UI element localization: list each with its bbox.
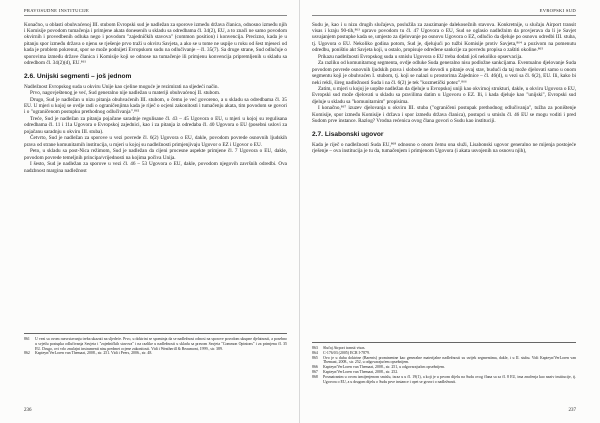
running-head-title: PRAVOSUDNE INSTITUCIJE bbox=[24, 8, 90, 13]
footnote-number: 866 bbox=[312, 365, 318, 370]
running-head-title: EVROPSKI SUD bbox=[539, 8, 576, 13]
footnote-number: 864 bbox=[312, 350, 318, 355]
footnote bbox=[24, 337, 287, 351]
footnote-number: 862 bbox=[24, 351, 30, 356]
paragraph: I šesto, Sud je nadležan za sporove u vezi čl. 46 – 53 Ugovora o EU, dakle, povodom njegovih završnih odredbi. Ova nadzbnost margina nadležnost bbox=[24, 161, 287, 174]
footnote bbox=[312, 356, 576, 366]
footnotes bbox=[312, 342, 576, 384]
paragraph: Prikazu nadležnosti Evropskog suda u smislu Ugovora o EU treba dodati još nekoliko opservacija. bbox=[318, 53, 523, 60]
footnote-text: Kapteyn/VerLoren van Themaat, 2008., str. 252. bbox=[323, 369, 399, 374]
footnote-number: 868 bbox=[312, 374, 318, 379]
paragraph: I konačno,⁸⁶⁷ izuzev djelovanja u okviru III. stuba ("ograničeni postupak prethodnog odlučivanja", tužba za poništenje Komisije, spor između Komisije i država i spor između država članica), postupci u smislu čl. 46 EU se mogu voditi i pred Sudom prve instance. Razlog? Vrodna rećenica ovog člana govori o Sudu kao instituciji. bbox=[312, 105, 576, 125]
footnote-text: Posmatranim u ovom izmijenjenom smislu, izraz u u čl. 19(1), a koji je u prvom dijelu na Sudu ovog člana sa sa čl. 8 EU, ima značenja kao naziv institucije, tj. Ugovora o EU, a u drugom dijelu o Sudu prve instance i opet se govori o nadležnosti. bbox=[323, 374, 576, 384]
running-head bbox=[24, 8, 287, 16]
footnote bbox=[24, 351, 287, 356]
page-number: 236 bbox=[24, 408, 32, 413]
footnote-number: 861 bbox=[24, 337, 30, 341]
paragraph: Nadležnost Evropskog suda u okviru Unije kao cjeline moguće je rezimirati na sljedeći način. bbox=[24, 83, 219, 90]
footnote-text: Slučaj Airport transit visas. bbox=[323, 346, 366, 350]
paragraph: Konačno, u oblasti obuhvaćenoj III. stubom Evropski sud je nadležan za sporove između država članica, odnosno između njih i Komisije povodom tumačenja i primjene akata donesenih u skladu sa odredbama čl. 34(2), EU, a to znači ne samo povodom okvirnih i provedbenih odluka nego i povodom "zajedničkih stavova" (common position) i konvencija. Precizno, kada je u pitanju spor između država o njenu se rješenje prvo traži u okviru Savjeta, a ako se u tome ne uspije u roku od šest mjeseci od kada je problem pokrenut, spor se može podnijeti Evropskom sudu na odlučivanje – čl. 35(7). Sa druge strane, Sud odlučuje o sporovima između države članica i Komisije koji se odnose na tumačenje ili primjenu konvencija pripremljenih u skladu sa odredbom čl. 34(2)(d), EU.⁸⁶¹ bbox=[24, 21, 287, 67]
footnote-text: C-176/03 (2005) ECR I-7879. bbox=[323, 350, 370, 355]
paragraph: Zatim, u mjeri u kojoj je uopšte nadležan da djeluje u Evropskoj uniji kao okvirnoj strukturi, dakle, u okviru Ugovora o EU, Evropski sud može djelovati u skladu sa pravilima datim u Ugovoru o EZ. Ili, i kada djeluje kao "unijski", Evropski sud djeluje u skladu sa "komunitarnim" propisima. bbox=[312, 86, 576, 105]
footnote-text: U vezi sa ovom razvrstavanju treba ukazati na sljedeće. Prvo, u doktrini se spominja da se nadležnost odnosi na sporove povodom ukupne djelatnosti, a posebno u svjetlu postupka odlučivanja Savjeta i "zajedničkih stavova" i na razlike u nadležnosti u skladu sa pravom Savjeta "Common Opinions" i za primjenu čl. 35 EU. Drugo, ovi vrlo značajni instrumenti nisu predmet ocjene zakonitosti. Vidi i Weatherill & Beaumont, 1999., str. 389. bbox=[35, 337, 287, 351]
right-page bbox=[300, 0, 600, 423]
paragraph: Treće, Sud je nadležan za pitanja pojačane saradnje regulisane čl. 43 – 45 Ugovora o EU, u mjeri u kojoj su regulisana odredbama čl. 11 i 11a Ugovora o Evropskoj zajednici, kao i za pitanja iz odredaba čl. 40 Ugovora o EU (posebni uslovi za pojačanu saradnju u okviru III. stuba). bbox=[24, 115, 287, 135]
paragraph: Za razliku od komunitarnog segmenta, ovdje odluke Suda generalno nisu podložne sankcijama. Eventualno djelovanje Suda povodom povrede osnovnih ljudskih prava i slobode ne dovodi u pitanje ovaj stav, budući da taj može djelovati samo u onom segmentu koji je obuhvaćen I. stubom, tj. koji se nalazi u prostorima Zajednice – čl. 46(d), u vezi sa čl. 6(2), EU. Ili, kako bi neki rekli, šireg nadležnosti Suda i na čl. 6(2) je tek "kozmetički potez".⁸⁶⁶ bbox=[312, 60, 576, 86]
footnote-text: Ovo je u duhu doktrine (Barents) prominentne kao generalne materijalne nadležnosti su uvijek segmentima, dakle, i u II. stubu. Vidi Kapteyn/VerLoren van Themaat, 2008., str. 252, u odgovarajućem opsežnijem. bbox=[323, 355, 576, 365]
page-body bbox=[24, 22, 287, 175]
footnote-number: 867 bbox=[312, 369, 318, 374]
footnotes bbox=[24, 333, 287, 356]
section-heading: 2.7. Lisabonski ugovor bbox=[312, 130, 384, 138]
page-body bbox=[312, 22, 576, 155]
footnote-number: 863 bbox=[312, 346, 318, 350]
footnote-number: 865 bbox=[312, 355, 318, 360]
page-number: 237 bbox=[568, 408, 576, 413]
running-head bbox=[312, 8, 576, 16]
paragraph: Četvrto, Sud je nadležan za sporove u vezi povrede čl. 6(2) Ugovora o EU, dakle, povodom povrede osnovnih ljudskih prava od strane komunitarnih institucija, u mjeri u kojoj su nadležnosti primjenjivaju Ugovor o EZ i Ugovor o EU. bbox=[24, 135, 287, 148]
footnote-text: Kapteyn/VerLoren van Themaat, 2008., str. 251, u odgovarajućim opsežnijem. bbox=[323, 365, 446, 370]
paragraph: Prvo, nagovještenog je već, Sud generalno nije nadležan u materiji obuhvaćenoj II. stubom. bbox=[30, 90, 221, 97]
footnote bbox=[312, 375, 576, 385]
paragraph: Drugo, Sud je nadležan u nizu pitanja obuhvaćenih III. stubom, o čemu je već govoreno, a u skladu sa odredbama čl. 35 EU. U mjeri u kojoj se ovdje radi o ograničenjima kada je riječ o ocjeni zakonitosti i tumačenju akata, tim povodom se govori i o "ograničenom postupku prethodnog odlučivanja".⁸⁶² bbox=[24, 96, 287, 116]
section-heading: 2.6. Unijski segmenti – još jednom bbox=[24, 72, 132, 80]
footnote-text: Kapteyn/VerLoren van Themaat, 2008., str. 251. Vidi i Peers, 2006., str. 48. bbox=[35, 351, 153, 356]
paragraph: Kada je riječ o nadležnosti Suda EU,⁸⁶⁸ odnosno o onom čemu ona služi, Lisabonski ugovor generalno ne mijenja postojeće rješenje – ova institucija je tu da, tumačenjem i primjenom Ugovora (i akata usvojenih na osnovu njih), bbox=[312, 141, 576, 155]
paragraph: Peto, u skladu sa post-Nica režimom, Sud je nadležan da cijeni procesne aspekte primjene čl. 7 Ugovora o EU, dakle, povodom povrede temeljnih principa/vrijednosti na kojima počiva Unija. bbox=[24, 148, 287, 161]
paragraph: Sudu je, kao i u nizu drugih slučajeva, poslužila za zauzimanje dalekosežnih stavova. Konkretnije, u slučaju Airport transit visas i kraju 90-tih,⁸⁶³ upravo povodom tu čl. 47 Ugovora o EU, Sud se oglasio nadležnim da provjerava da li je Savjet usvajanjem postupke kada se, umjesto za djelovanje po osnovu Ugovora o EZ, odlučio da djeluje po osnovu odredbi III. stuba, tj. Ugovora o EU. Nekoliko godina potom, Sud je, djelujući po tužbi Komisije protiv Savjeta,⁸⁶⁴ a pozivom na pomenutu odredbu, poništio akt Savjeta koji, u ostalo, propisuje određene sankcije za povredu propisa o zaštiti okoline.⁸⁶⁵ bbox=[312, 21, 576, 54]
